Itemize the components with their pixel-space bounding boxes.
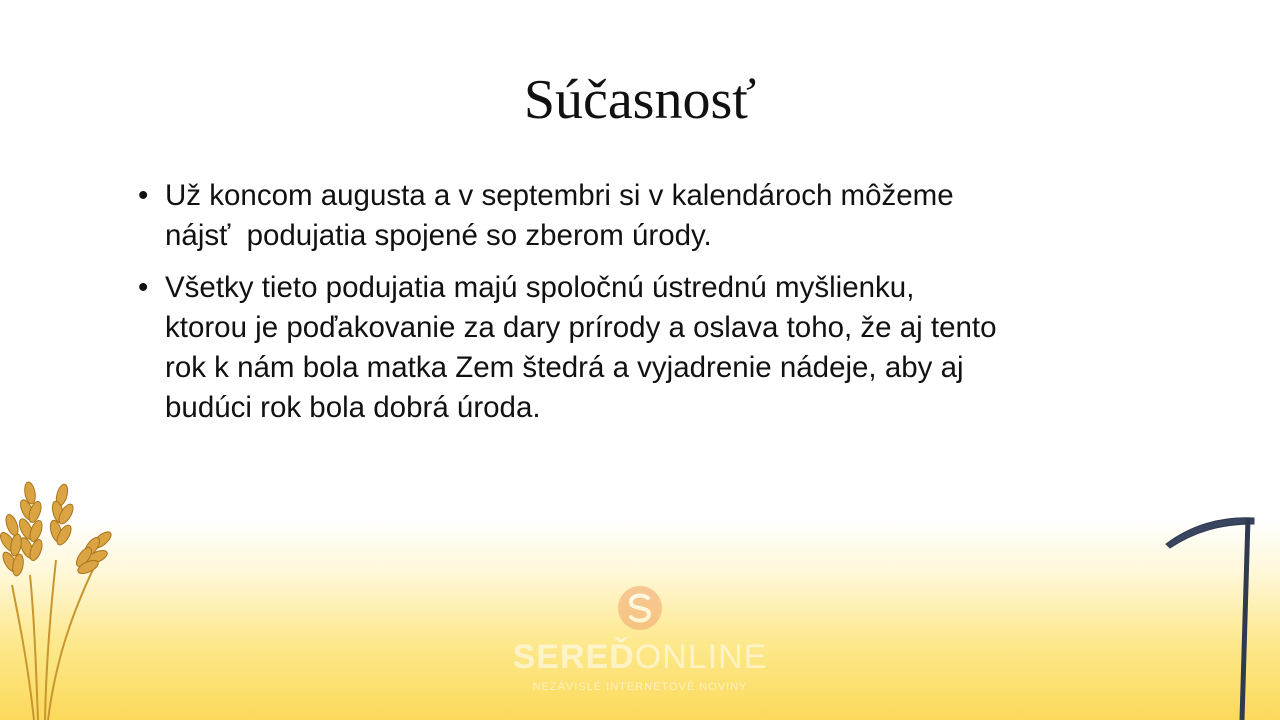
watermark [490,585,790,693]
bullet-dot: • [138,179,149,212]
slide-title: Súčasnosť [523,69,757,131]
bullet-dot: • [138,271,149,304]
bullet-text: Už koncom augusta a v septembri si v kalendároch môžeme nájsť podujatia spojené so zberom úrody. [165,179,954,252]
bullet-list [138,176,1138,440]
bullet-text: Všetky tieto podujatia majú spoločnú ústrednú myšlienku, ktorou je poďakovanie za dary prírody a oslava toho, že aj tento rok k nám bola matka Zem štedrá a vyjadrenie nádeje, aby aj budúci rok bola dobrá úroda. [165,271,997,424]
wheat-icon [0,465,125,720]
watermark-name [490,638,790,677]
watermark-name-bold: SEREĎ [512,638,635,676]
bullet-item [138,176,1138,256]
scythe-icon [1160,508,1260,720]
bullet-item [138,268,1138,428]
watermark-name-light: ONLINE [634,638,768,676]
watermark-tagline: NEZÁVISLÉ INTERNETOVÉ NOVINY [532,681,748,693]
sered-logo-icon [617,585,663,631]
